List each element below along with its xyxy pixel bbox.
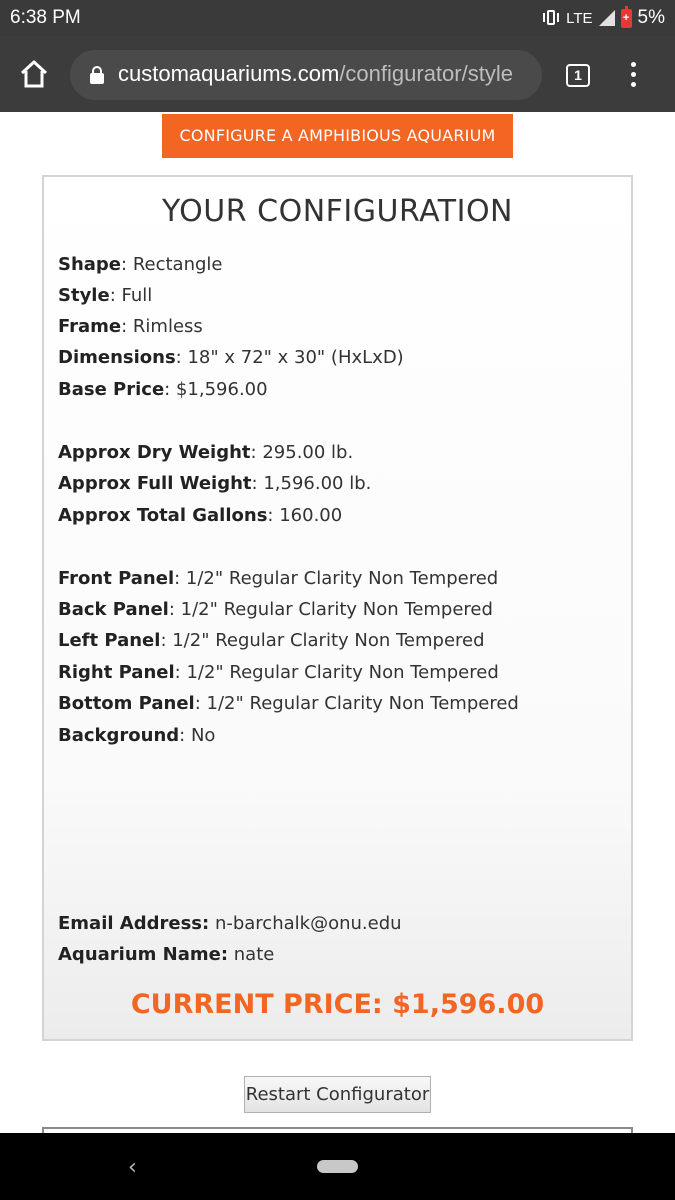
detail-value: nate bbox=[228, 944, 275, 965]
detail-total-gallons bbox=[58, 505, 342, 526]
detail-label: Bottom Panel bbox=[58, 693, 195, 714]
browser-toolbar bbox=[0, 36, 675, 112]
detail-left-panel bbox=[58, 630, 485, 651]
detail-label: Back Panel bbox=[58, 599, 169, 620]
detail-value: : 1/2" Regular Clarity Non Tempered bbox=[160, 630, 485, 651]
detail-front-panel bbox=[58, 568, 498, 589]
detail-email bbox=[58, 913, 402, 934]
detail-base-price bbox=[58, 379, 268, 400]
detail-dry-weight bbox=[58, 442, 353, 463]
detail-back-panel bbox=[58, 599, 493, 620]
detail-value: : Rectangle bbox=[121, 254, 223, 275]
status-icons bbox=[542, 7, 665, 29]
home-pill-icon[interactable] bbox=[317, 1160, 358, 1173]
network-type: LTE bbox=[566, 9, 593, 27]
detail-value: : Rimless bbox=[121, 316, 203, 337]
vibrate-icon bbox=[542, 9, 560, 27]
detail-label: Shape bbox=[58, 254, 122, 275]
back-chevron-icon[interactable]: ‹ bbox=[128, 1155, 137, 1180]
configuration-heading: YOUR CONFIGURATION bbox=[162, 194, 513, 229]
detail-value: : No bbox=[179, 725, 216, 746]
detail-label: Approx Full Weight bbox=[58, 473, 252, 494]
detail-value: : $1,596.00 bbox=[164, 379, 268, 400]
detail-label: Base Price bbox=[58, 379, 165, 400]
detail-label: Background bbox=[58, 725, 180, 746]
detail-label: Aquarium Name: bbox=[58, 944, 229, 965]
battery-icon: + bbox=[621, 9, 632, 28]
detail-frame bbox=[58, 316, 203, 337]
detail-label: Dimensions bbox=[58, 347, 176, 368]
configure-amphibious-button[interactable]: CONFIGURE A AMPHIBIOUS AQUARIUM bbox=[162, 114, 513, 158]
detail-label: Right Panel bbox=[58, 662, 175, 683]
tab-switcher-button[interactable]: 1 bbox=[566, 64, 590, 87]
current-price: CURRENT PRICE: $1,596.00 bbox=[130, 989, 545, 1020]
detail-value: : 295.00 lb. bbox=[250, 442, 354, 463]
signal-icon bbox=[599, 10, 615, 26]
detail-bottom-panel bbox=[58, 693, 519, 714]
address-bar[interactable] bbox=[70, 50, 542, 100]
status-bar bbox=[0, 0, 675, 36]
detail-value: : Full bbox=[109, 285, 153, 306]
detail-label: Email Address: bbox=[58, 913, 210, 934]
detail-value: n-barchalk@onu.edu bbox=[209, 913, 402, 934]
overflow-menu-icon[interactable] bbox=[631, 62, 637, 88]
detail-value: : 1/2" Regular Clarity Non Tempered bbox=[174, 568, 499, 589]
detail-full-weight bbox=[58, 473, 371, 494]
detail-label: Style bbox=[58, 285, 110, 306]
url-text[interactable] bbox=[118, 61, 513, 87]
detail-label: Front Panel bbox=[58, 568, 175, 589]
detail-value: : 160.00 bbox=[267, 505, 343, 526]
detail-style bbox=[58, 285, 152, 306]
detail-background bbox=[58, 725, 215, 746]
detail-value: : 1,596.00 lb. bbox=[251, 473, 372, 494]
navigation-bar bbox=[0, 1133, 675, 1200]
detail-value: : 1/2" Regular Clarity Non Tempered bbox=[174, 662, 499, 683]
detail-shape bbox=[58, 254, 222, 275]
detail-label: Left Panel bbox=[58, 630, 161, 651]
detail-label: Approx Total Gallons bbox=[58, 505, 268, 526]
detail-dimensions bbox=[58, 347, 404, 368]
status-time: 6:38 PM bbox=[10, 7, 81, 28]
detail-label: Frame bbox=[58, 316, 122, 337]
url-path: /configurator/stylе bbox=[339, 61, 513, 86]
home-icon[interactable] bbox=[18, 58, 50, 90]
detail-right-panel bbox=[58, 662, 499, 683]
detail-value: : 1/2" Regular Clarity Non Tempered bbox=[194, 693, 519, 714]
restart-configurator-button[interactable]: Restart Configurator bbox=[244, 1076, 431, 1113]
detail-value: : 1/2" Regular Clarity Non Tempered bbox=[168, 599, 493, 620]
url-host: customaquariums.com bbox=[118, 61, 340, 86]
detail-value: : 18" x 72" x 30" (HxLxD) bbox=[175, 347, 404, 368]
configuration-panel bbox=[42, 175, 633, 1041]
lock-icon bbox=[90, 66, 104, 84]
battery-level: 5% bbox=[637, 7, 665, 28]
detail-label: Approx Dry Weight bbox=[58, 442, 251, 463]
detail-aquarium-name bbox=[58, 944, 274, 965]
